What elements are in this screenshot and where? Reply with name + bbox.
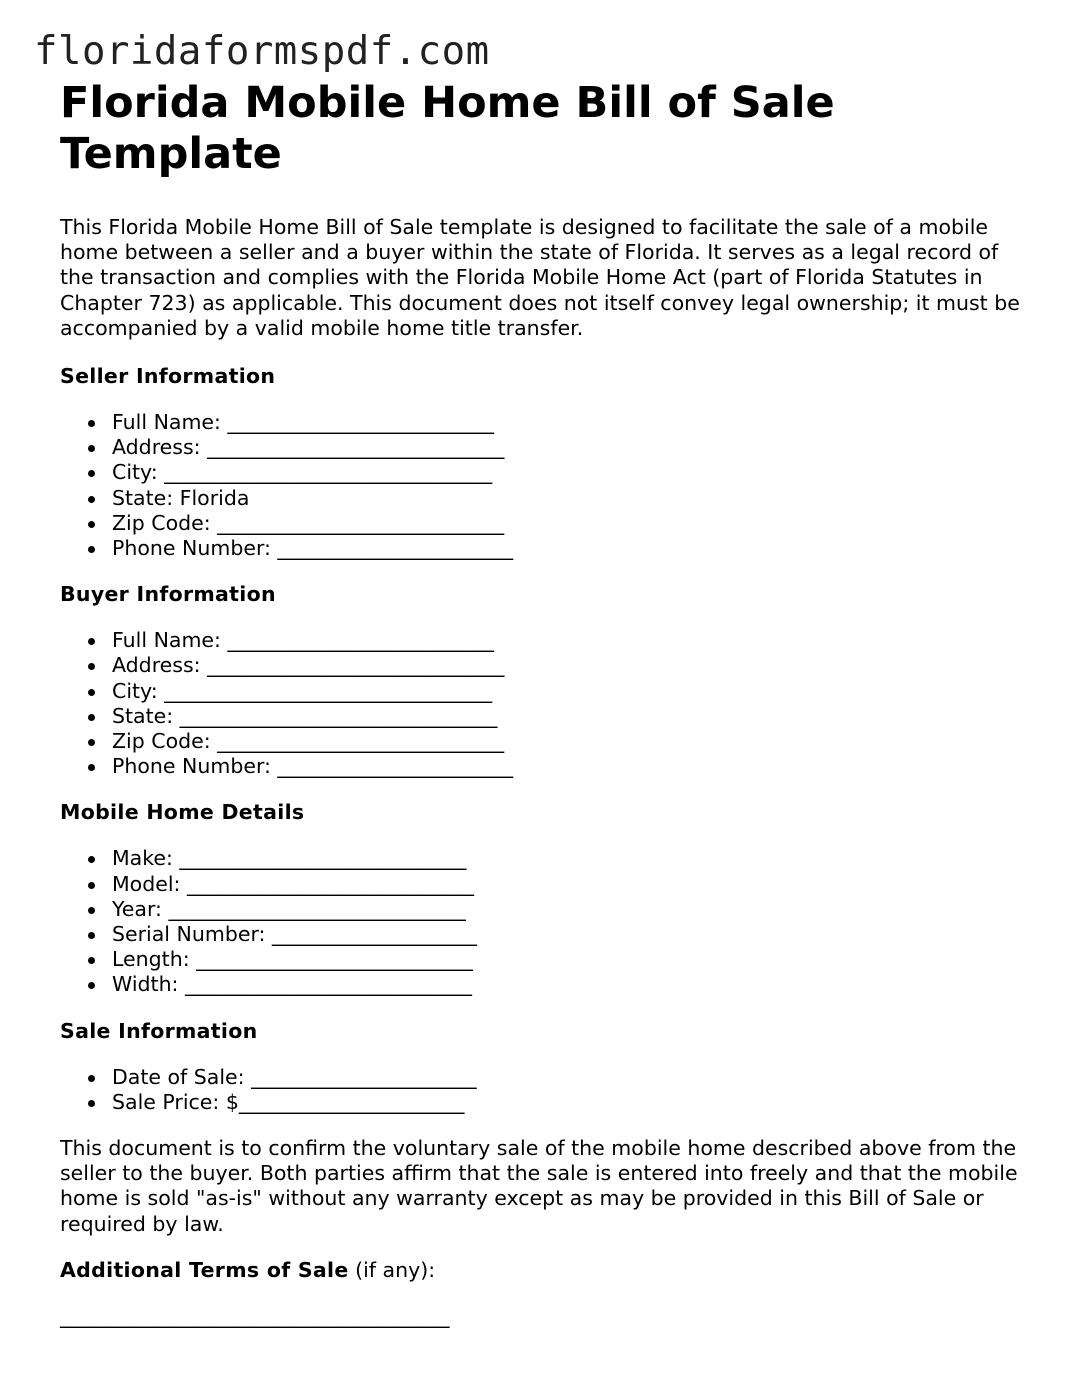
seller-city: City: ________________________________	[112, 460, 1020, 485]
sale-list	[60, 1065, 1020, 1115]
home-length: Length: ___________________________	[112, 947, 1020, 972]
home-make: Make: ____________________________	[112, 846, 1020, 871]
buyer-state: State: _______________________________	[112, 704, 1020, 729]
buyer-list	[60, 628, 1020, 779]
additional-terms	[60, 1258, 1020, 1283]
sale-heading: Sale Information	[60, 1018, 258, 1043]
additional-terms-label: Additional Terms of Sale	[60, 1257, 349, 1282]
buyer-address: Address: _____________________________	[112, 653, 1020, 678]
additional-terms-line: ______________________________________	[60, 1303, 450, 1328]
watermark: floridaformspdf.com	[34, 29, 490, 74]
buyer-heading: Buyer Information	[60, 582, 276, 607]
home-details-list	[60, 846, 1020, 997]
home-year: Year: _____________________________	[112, 897, 1020, 922]
seller-phone: Phone Number: _______________________	[112, 536, 1020, 561]
seller-zip: Zip Code: ____________________________	[112, 511, 1020, 536]
seller-state: State: Florida	[112, 486, 1020, 511]
additional-terms-suffix: (if any):	[348, 1257, 436, 1282]
buyer-full-name: Full Name: __________________________	[112, 628, 1020, 653]
seller-full-name: Full Name: __________________________	[112, 410, 1020, 435]
seller-heading: Seller Information	[60, 364, 276, 389]
home-details-heading: Mobile Home Details	[60, 800, 305, 825]
home-serial-number: Serial Number: ____________________	[112, 922, 1020, 947]
confirmation-paragraph: This document is to confirm the voluntary sale of the mobile home described above from the seller to the buyer. Both parties affirm that the sale is entered into freely and that the mobile home is sold "as-is" without any warranty except as may be provided in this Bill of Sale or required by law.	[60, 1136, 1018, 1236]
seller-list	[60, 410, 1020, 561]
buyer-phone: Phone Number: _______________________	[112, 754, 1020, 779]
home-model: Model: ____________________________	[112, 872, 1020, 897]
seller-address: Address: _____________________________	[112, 435, 1020, 460]
sale-price: Sale Price: $______________________	[112, 1090, 1020, 1115]
buyer-zip: Zip Code: ____________________________	[112, 729, 1020, 754]
buyer-city: City: ________________________________	[112, 679, 1020, 704]
document-page	[60, 78, 1020, 1329]
sale-date: Date of Sale: ______________________	[112, 1065, 1020, 1090]
home-width: Width: ____________________________	[112, 972, 1020, 997]
intro-paragraph: This Florida Mobile Home Bill of Sale template is designed to facilitate the sale of a mobile home between a seller and a buyer within the state of Florida. It serves as a legal record of the transaction and complies with the Florida Mobile Home Act (part of Florida Statutes in Chapter 723) as applicable. This document does not itself convey legal ownership; it must be accompanied by a valid mobile home title transfer.	[60, 215, 1020, 340]
page-title: Florida Mobile Home Bill of Sale Template	[60, 78, 835, 179]
